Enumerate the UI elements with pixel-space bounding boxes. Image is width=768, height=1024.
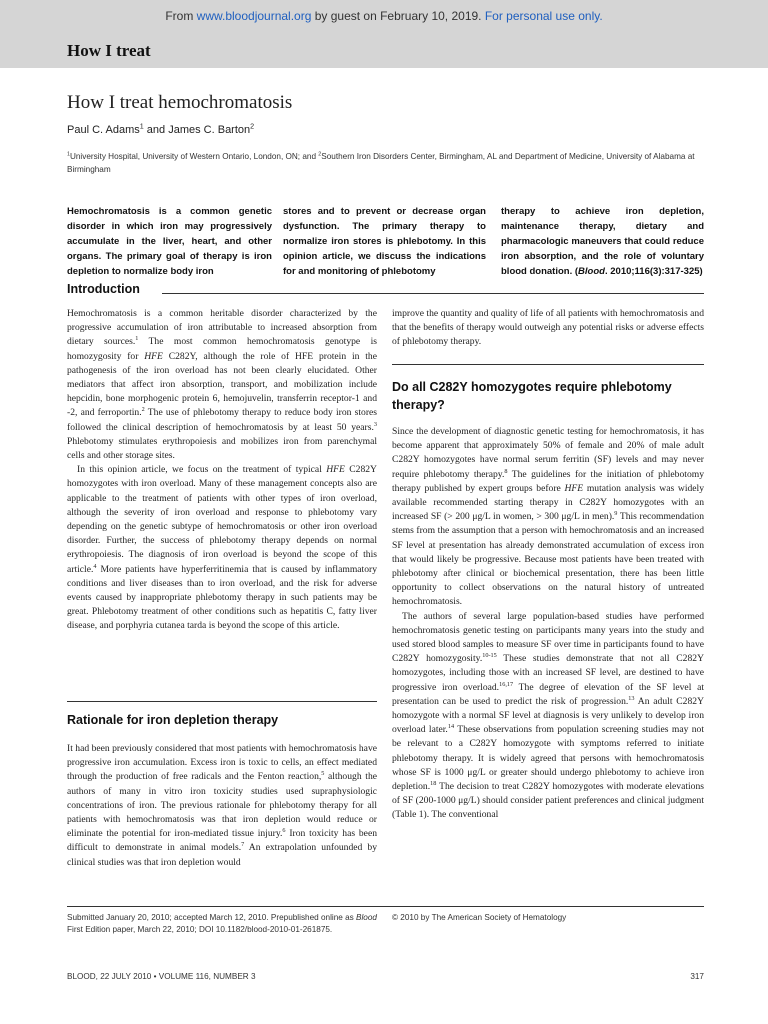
- affiliations: [67, 150, 707, 176]
- intro-para-2: [67, 463, 377, 633]
- t: The most common hemochromatosis genotype is homozygosity for: [67, 336, 377, 362]
- ref[interactable]: 9: [614, 510, 618, 518]
- t: although the authors of many in vitro iron toxicity studies used supraphysiologic concentrations of iron. The previous rationale for phlebotomy therapy for all patients with hemochromatosis was that iron depletion would reduce or eliminate the potential for iron-mediated tissue injury.: [67, 771, 377, 840]
- gene-name: HFE: [144, 350, 163, 362]
- footer-rule: [67, 906, 704, 907]
- ref[interactable]: 18: [430, 779, 437, 787]
- abstract-journal: Blood: [578, 266, 605, 277]
- ref[interactable]: 13: [628, 694, 635, 702]
- affil-mark-1: 1: [139, 122, 144, 131]
- abstract-text-3: therapy to achieve iron depletion, maintenance therapy, dietary and pharmacologic maneuvers that could reduce iron absorption, and the role of voluntary blood donation. (: [501, 206, 704, 277]
- t: These observations from population screening studies may not be relevant to a C282Y homozygote with symptoms referred to initiate phlebotomy therapy. It is widely agreed that persons with hemochromatosis whose SF is 1000 μg/L or greater should undergo phlebotomy to achieve iron depletion.: [392, 724, 704, 793]
- author-adams: Paul C. Adams: [67, 124, 140, 136]
- c282y-heading: Do all C282Y homozygotes require phlebotomy therapy?: [392, 380, 672, 412]
- t: Iron toxicity has been difficult to demonstrate in animal models.: [67, 828, 377, 854]
- ref[interactable]: 10-15: [482, 652, 497, 660]
- affil-2: Southern Iron Disorders Center, Birmingham, AL and Department of Medicine, University of Alabama at Birmingham: [67, 152, 695, 174]
- t: This recommendation stems from the assumption that a person with hemochromatosis and an increased SF level at presentation has already demonstrated accumulation of excess iron that would likely be progressive. Because most patients have been treated with phlebotomy after clinical or biochemical presentation, there has been little opportunity to collect observations on the natural history of untreated hemochromatosis.: [392, 511, 704, 608]
- t: C282Y, although the role of HFE protein in the pathogenesis of the iron overload has not been clearly elucidated. Other mediators that affect iron absorption, transport, and mobilization include hepcidin, bone morphogenic protein 6, hemojuvelin, transferrin receptor-1 and -2, and ferroportin.: [67, 350, 377, 419]
- ref[interactable]: 14: [447, 723, 455, 731]
- t: These studies demonstrate that not all C282Y homozygotes, including those with an increased SF level, are destined to have progressive iron overload.: [392, 653, 704, 693]
- t: C282Y homozygotes with iron overload. Many of these management concepts also are applicable to the treatment of patients with other types of iron overload, although the severity of iron overload and response to phlebotomy vary depending on the genetic subtype of hemochromatosis or other iron overload disorder. Further, the success of phlebotomy therapy depends on normal erythropoiesis. The diagnosis of iron overload is beyond the scope of this article.: [67, 464, 377, 575]
- t: Hemochromatosis is a common heritable disorder characterized by the progressive accumulation of iron attributable to increased absorption from dietary sources.: [67, 308, 377, 348]
- author-list: [67, 124, 254, 136]
- affil-num-1: 1: [67, 151, 70, 158]
- t: The degree of elevation of the SF level at presentation can be used to predict the risk of progression.: [392, 681, 704, 707]
- affil-mark-2: 2: [250, 122, 255, 131]
- intro-rule: [162, 293, 704, 294]
- section-header: How I treat: [67, 41, 151, 60]
- t: The authors of several large population-based studies have performed hemochromatosis genetic testing on participants many years into the study and used stored blood samples to measure SF over time in participants found to have C282Y homozygosity.: [392, 610, 704, 665]
- t: Phlebotomy stimulates erythropoiesis and mobilizes iron from parenchymal cells and other storage sites.: [67, 435, 377, 462]
- download-notice: [0, 9, 768, 23]
- t: The decision to treat C282Y homozygotes with moderate elevations of SF (200-1000 μg/L) should consider patient preferences and clinical judgment (Table 1). The conventional: [392, 781, 704, 821]
- ref[interactable]: 6: [282, 827, 286, 835]
- c282y-para-1: [392, 425, 704, 610]
- submission-note: [67, 912, 382, 936]
- ref[interactable]: 7: [241, 841, 245, 849]
- ref[interactable]: 16,17: [499, 680, 514, 688]
- t: More patients have hyperferritinemia that is caused by inflammatory conditions and liver diseases than to iron overload, and the risk for adverse events caused by inappropriate phlebotomy therapy in such patients may be great. Phlebotomy treatment of other conditions such as hepatitis C, fatty liver disease, and porphyria cutanea tarda is beyond the scope of this article.: [67, 563, 377, 632]
- issue-info: BLOOD, 22 JULY 2010 • VOLUME 116, NUMBER 3: [67, 972, 256, 981]
- submitted-text: Submitted January 20, 2010; accepted March 12, 2010. Prepublished online as: [67, 913, 357, 922]
- ref[interactable]: 1: [135, 335, 139, 343]
- intro-cont-para: improve the quantity and quality of life of all patients with hemochromatosis and that the benefits of therapy would outweigh any potential risks or adverse effects of phlebotomy therapy.: [392, 308, 704, 348]
- c282y-rule: [392, 364, 704, 365]
- bloodjournal-link[interactable]: www.bloodjournal.org: [196, 9, 312, 23]
- t: An adult C282Y homozygote with a normal SF level at diagnosis is very unlikely to develop iron overload later.: [392, 695, 704, 736]
- t: An extrapolation unfounded by clinical studies was that iron depletion would: [67, 842, 377, 868]
- affil-1: University Hospital, University of Western Ontario, London, ON; and: [69, 152, 319, 161]
- article-title: How I treat hemochromatosis: [67, 92, 293, 113]
- ref[interactable]: 4: [93, 562, 97, 570]
- intro-continued: [392, 307, 704, 350]
- rationale-para: [67, 742, 377, 870]
- ref[interactable]: 3: [373, 420, 377, 428]
- gene-name: HFE: [564, 482, 584, 494]
- ref[interactable]: 5: [321, 770, 325, 778]
- abstract-col-3: [501, 204, 704, 279]
- rationale-rule: [67, 701, 377, 702]
- intro-body: [67, 307, 377, 634]
- abstract-citation: . 2010;116(3):317-325): [604, 266, 703, 277]
- rationale-heading: Rationale for iron depletion therapy: [67, 713, 279, 727]
- copyright: © 2010 by The American Society of Hematology: [392, 913, 567, 922]
- footer-journal: Blood: [356, 913, 377, 922]
- c282y-para-2: [392, 610, 704, 823]
- top-banner: [0, 0, 768, 68]
- author-barton: and James C. Barton: [143, 124, 251, 136]
- abstract-col-1: Hemochromatosis is a common genetic disorder in which iron may progressively accumulate in the liver, heart, and other organs. The primary goal of therapy is iron depletion to normalize body iron: [67, 206, 272, 277]
- abstract-col-2: stores and to prevent or decrease organ dysfunction. The primary therapy to normalize iron stores is phlebotomy. In this opinion article, we discuss the indications for and monitoring of phlebotomy: [283, 206, 486, 277]
- rationale-body: [67, 742, 377, 870]
- notice-date: by guest on February 10, 2019.: [311, 9, 485, 23]
- ref[interactable]: 8: [504, 467, 508, 475]
- first-edition-text: First Edition paper, March 22, 2010; DOI 10.1182/blood-2010-01-261875.: [67, 925, 333, 934]
- t: In this opinion article, we focus on the treatment of typical: [77, 464, 327, 476]
- personal-use-link[interactable]: For personal use only.: [484, 9, 603, 23]
- t: Since the development of diagnostic genetic testing for hemochromatosis, it has become apparent that approximately 50% of female and 20% of male adult C282Y homozygotes have normal serum ferritin (SF) levels and may never require phlebotomy therapy.: [392, 426, 704, 480]
- page-number: 317: [690, 972, 704, 981]
- t: mutation analysis was widely available recommended starting therapy in C282Y homozygotes with an increased SF (> 200 μg/L in women, > 300 μg/L in men).: [392, 482, 704, 523]
- intro-heading: Introduction: [67, 282, 140, 296]
- t: The use of phlebotomy therapy to reduce body iron stores followed the clinical description of hemochromatosis by at least 50 years.: [67, 407, 378, 433]
- t: It had been previously considered that most patients with hemochromatosis have progressive iron accumulation. Excess iron is toxic to cells, an effect mediated through the production of free radicals and the Fenton reaction,: [67, 743, 377, 783]
- gene-name: HFE: [326, 464, 345, 476]
- intro-para-1: [67, 307, 377, 463]
- c282y-body: [392, 425, 704, 823]
- affil-num-2: 2: [318, 151, 322, 158]
- t: The guidelines for the initiation of phlebotomy therapy published by expert groups before: [392, 468, 704, 494]
- ref[interactable]: 2: [141, 406, 145, 414]
- notice-prefix: From: [165, 9, 197, 23]
